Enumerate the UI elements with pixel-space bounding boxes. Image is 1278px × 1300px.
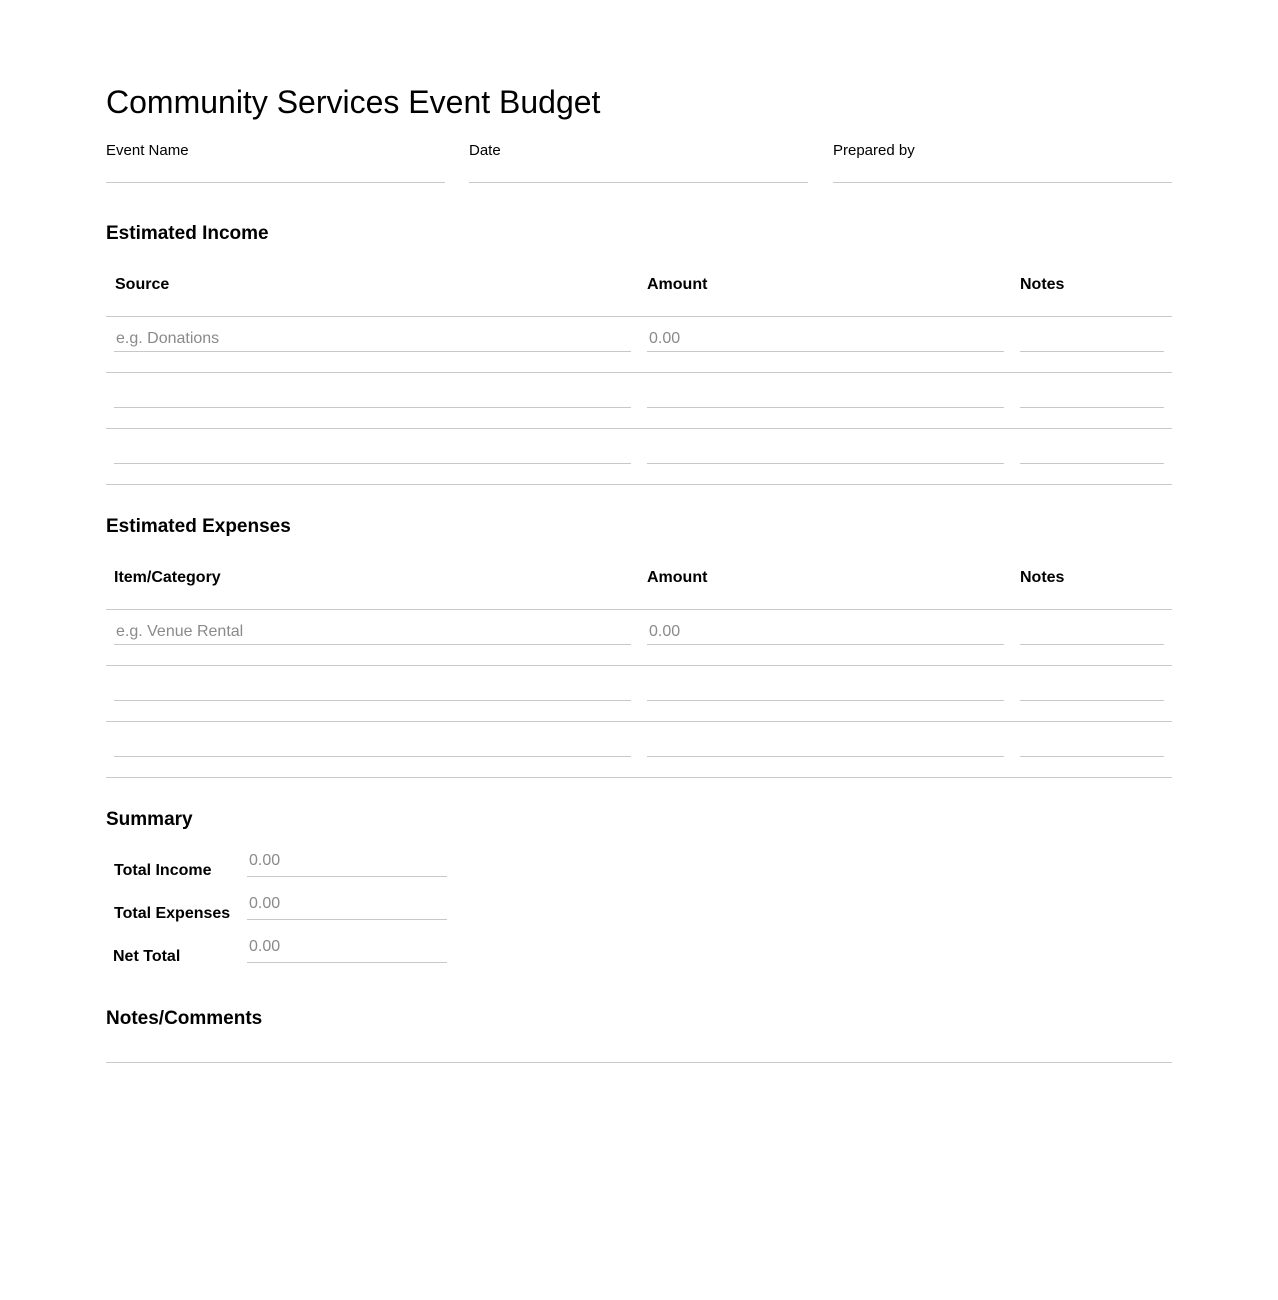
- expenses-section-title: Estimated Expenses: [106, 516, 291, 537]
- notes-comments-input[interactable]: [106, 1062, 1172, 1063]
- expense-notes-input[interactable]: [1020, 622, 1164, 645]
- notes-section-title: Notes/Comments: [106, 1008, 263, 1029]
- summary-total-expenses: [114, 894, 454, 924]
- income-col-amount: Amount: [647, 276, 708, 293]
- total-expenses-input[interactable]: 0.00: [247, 894, 447, 920]
- income-col-source: Source: [115, 276, 170, 293]
- income-amount-input[interactable]: 0.00: [647, 329, 1004, 352]
- date-field[interactable]: [469, 142, 808, 160]
- expense-notes-input[interactable]: [1020, 734, 1164, 757]
- expense-item-input[interactable]: [114, 734, 631, 757]
- table-row: [106, 722, 1172, 778]
- table-row: [106, 610, 1172, 666]
- total-income-input[interactable]: 0.00: [247, 851, 447, 877]
- income-amount-input[interactable]: [647, 385, 1004, 408]
- expenses-table: [106, 554, 1172, 778]
- event-name-input[interactable]: [106, 182, 445, 183]
- expense-notes-input[interactable]: [1020, 678, 1164, 701]
- expense-item-input[interactable]: e.g. Venue Rental: [114, 622, 631, 645]
- expenses-col-amount: Amount: [647, 569, 708, 586]
- expenses-col-item: Item/Category: [114, 569, 221, 586]
- total-expenses-label: Total Expenses: [114, 905, 231, 922]
- summary-section-title: Summary: [106, 809, 193, 830]
- income-table: [106, 261, 1172, 485]
- income-source-input[interactable]: [114, 385, 631, 408]
- expense-item-input[interactable]: [114, 678, 631, 701]
- income-notes-input[interactable]: [1020, 329, 1164, 352]
- income-amount-input[interactable]: [647, 441, 1004, 464]
- page-title: Community Services Event Budget: [106, 84, 601, 120]
- table-row: [106, 373, 1172, 429]
- summary-total-income: [114, 851, 454, 881]
- prepared-by-label: Prepared by: [833, 142, 915, 159]
- date-input[interactable]: [469, 182, 808, 183]
- summary-net-total: [114, 937, 454, 967]
- income-section-title: Estimated Income: [106, 223, 269, 244]
- income-notes-input[interactable]: [1020, 385, 1164, 408]
- income-col-notes: Notes: [1020, 276, 1065, 293]
- event-name-field[interactable]: [106, 142, 445, 160]
- income-source-input[interactable]: [114, 441, 631, 464]
- expenses-col-notes: Notes: [1020, 569, 1065, 586]
- expense-amount-input[interactable]: [647, 678, 1004, 701]
- table-row: [106, 429, 1172, 485]
- expenses-table-header: [106, 554, 1172, 610]
- income-source-input[interactable]: e.g. Donations: [114, 329, 631, 352]
- expense-amount-input[interactable]: 0.00: [647, 622, 1004, 645]
- total-income-label: Total Income: [114, 862, 212, 879]
- income-table-header: [106, 261, 1172, 317]
- table-row: [106, 666, 1172, 722]
- expense-amount-input[interactable]: [647, 734, 1004, 757]
- prepared-by-input[interactable]: [833, 182, 1172, 183]
- table-row: [106, 317, 1172, 373]
- date-label: Date: [469, 142, 501, 159]
- net-total-input[interactable]: 0.00: [247, 937, 447, 963]
- net-total-label: Net Total: [113, 948, 181, 965]
- prepared-by-field[interactable]: [833, 142, 1172, 160]
- event-name-label: Event Name: [106, 142, 189, 159]
- income-notes-input[interactable]: [1020, 441, 1164, 464]
